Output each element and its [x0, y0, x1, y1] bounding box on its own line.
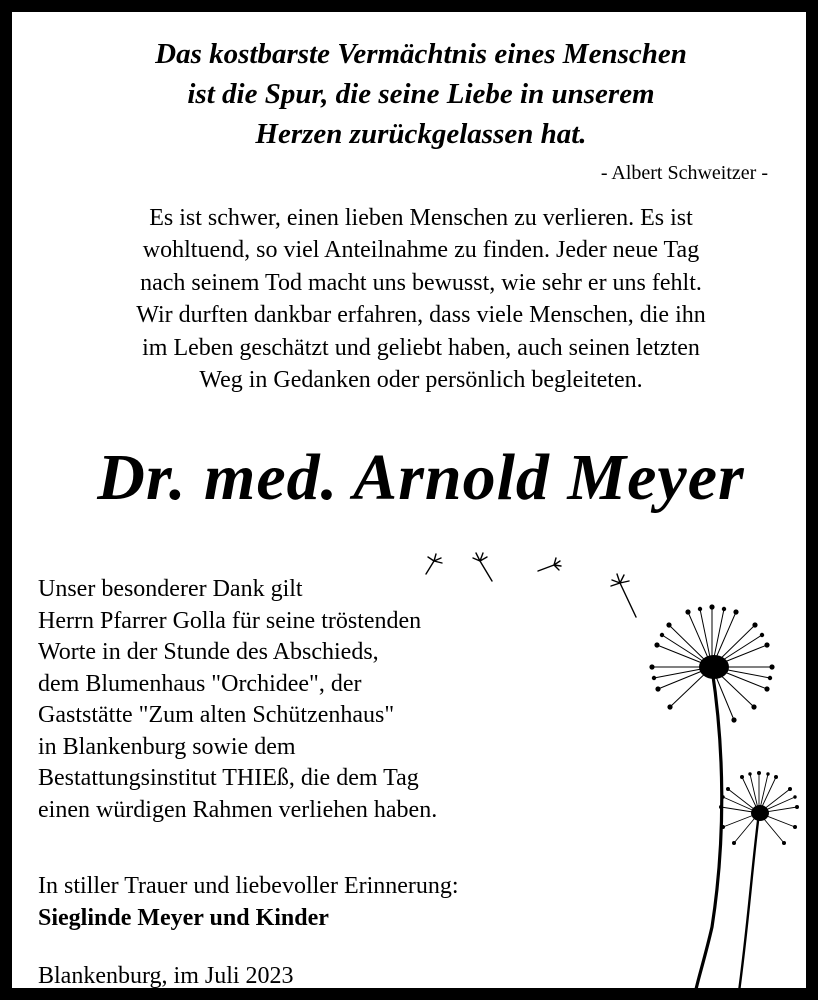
memorial-quote	[72, 34, 770, 154]
quote-author: - Albert Schweitzer -	[600, 162, 768, 184]
thanks-paragraph	[38, 574, 437, 826]
intro-line: im Leben geschätzt und geliebt haben, auch seinen letzten	[142, 334, 700, 361]
dandelion-flower-icon	[649, 604, 774, 722]
quote-line: ist die Spur, die seine Liebe in unserem	[187, 78, 655, 110]
closing-block	[38, 870, 459, 934]
thanks-line: Unser besonderer Dank gilt	[38, 576, 303, 602]
intro-line: Weg in Gedanken oder persönlich begleiteten.	[199, 367, 643, 394]
dandelion-seed-icon	[473, 553, 492, 581]
closing-intro: In stiller Trauer und liebevoller Erinnerung:	[38, 873, 459, 899]
intro-line: nach seinem Tod macht uns bewusst, wie sehr er uns fehlt.	[140, 269, 702, 296]
deceased-name: Dr. med. Arnold Meyer	[97, 441, 745, 514]
flower-stem	[694, 669, 722, 999]
dandelion-seed-icon	[426, 554, 442, 574]
dandelion-illustration	[412, 537, 812, 1002]
quote-line: Das kostbarste Vermächtnis eines Menschen	[155, 38, 687, 70]
thanks-line: Worte in der Stunde des Abschieds,	[38, 639, 379, 665]
quote-line: Herzen zurückgelassen hat.	[255, 118, 587, 150]
intro-line: Es ist schwer, einen lieben Menschen zu verlieren. Es ist	[149, 205, 693, 231]
place-and-date: Blankenburg, im Juli 2023	[38, 963, 294, 989]
intro-paragraph	[52, 202, 790, 396]
dandelion-seed-icon	[611, 574, 636, 617]
dandelion-flower-icon	[719, 771, 799, 845]
signer-names: Sieglinde Meyer und Kinder	[38, 905, 329, 931]
intro-line: wohltuend, so viel Anteilnahme zu finden. Jeder neue Tag	[142, 237, 700, 264]
flower-stem	[738, 813, 759, 999]
thanks-line: in Blankenburg sowie dem	[38, 733, 296, 760]
dandelion-seed-icon	[538, 558, 561, 571]
intro-line: Wir durften dankbar erfahren, dass viele Menschen, die ihn	[136, 302, 706, 329]
thanks-line: dem Blumenhaus "Orchidee", der	[38, 670, 362, 697]
thanks-line: Gaststätte "Zum alten Schützenhaus"	[38, 702, 395, 728]
thanks-line: einen würdigen Rahmen verliehen haben.	[38, 796, 438, 823]
thanks-line: Herrn Pfarrer Golla für seine tröstenden	[38, 607, 422, 634]
thanks-line: Bestattungsinstitut THIEß, die dem Tag	[38, 765, 419, 791]
